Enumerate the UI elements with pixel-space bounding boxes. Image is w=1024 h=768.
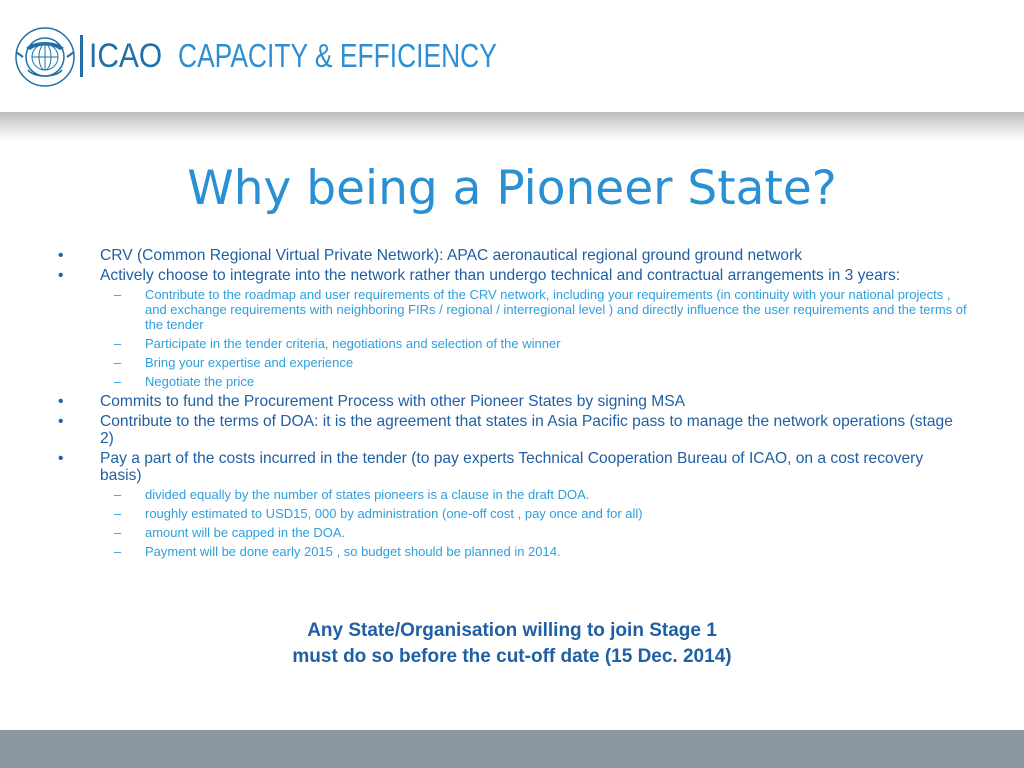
section-title: CAPACITY & EFFICIENCY [178,37,497,74]
bullet-marker: • [58,247,64,264]
sub-bullet-marker: – [114,487,122,502]
sub-bullet-marker: – [114,355,122,370]
bullet-text: Actively choose to integrate into the network rather than undergo technical and contractual arrangements in 3 years: [100,267,901,284]
sub-bullet-text: amount will be capped in the DOA. [145,525,346,540]
bullet-item [58,450,968,484]
bullet-marker: • [58,267,64,284]
sub-bullet-text: roughly estimated to USD15, 000 by administration (one-off cost , pay once and for all) [145,506,643,521]
header-shadow [0,112,1024,142]
sub-bullet-marker: – [114,374,122,389]
bullet-text: Commits to fund the Procurement Process with other Pioneer States by signing MSA [100,393,686,410]
bullet-item [58,267,968,284]
logo-divider [80,35,83,77]
bullet-item [58,413,968,447]
bullet-item [58,393,968,410]
sub-bullet-item [58,544,968,559]
page-title: Why being a Pioneer State? [187,161,837,216]
icao-logo [80,34,172,78]
bullet-marker: • [58,450,64,467]
sub-bullet-text: divided equally by the number of states pioneers is a clause in the draft DOA. [145,487,590,502]
footer-bar [0,730,1024,768]
sub-bullet-item [58,506,968,521]
callout-line-1: Any State/Organisation willing to join Stage 1 [307,620,717,641]
bullet-text: CRV (Common Regional Virtual Private Network): APAC aeronautical regional ground ground network [100,247,803,264]
sub-bullet-item [58,374,968,389]
bullet-text: Pay a part of the costs incurred in the tender (to pay experts Technical Cooperation Bureau of ICAO, on a cost recovery basis) [100,450,924,484]
callout-line-2: must do so before the cut-off date (15 Dec. 2014) [292,646,732,667]
sub-bullet-item [58,287,968,332]
sub-bullet-text: Payment will be done early 2015 , so budget should be planned in 2014. [145,544,561,559]
sub-bullet-item [58,355,968,370]
sub-bullet-item [58,487,968,502]
sub-bullet-text: Bring your expertise and experience [145,355,354,370]
bullet-marker: • [58,413,64,430]
logo-text: ICAO [89,37,163,75]
icao-emblem-icon [14,26,76,88]
bullet-marker: • [58,393,64,410]
header [0,0,1024,112]
sub-bullet-marker: – [114,525,122,540]
sub-bullet-item [58,525,968,540]
sub-bullet-marker: – [114,287,122,302]
bullet-text: Contribute to the terms of DOA: it is the agreement that states in Asia Pacific pass to manage the network operations (stage 2) [100,413,953,447]
callout [0,618,1024,670]
sub-bullet-marker: – [114,544,122,559]
bullet-list [58,247,968,563]
sub-bullet-text: Contribute to the roadmap and user requirements of the CRV network, including your requirements (in continuity with your national projects , and exchange requirements with neighboring FIRs / regional / interregional level ) and directly influence the user requirements and the terms of the tender [145,287,967,332]
sub-bullet-text: Negotiate the price [145,374,255,389]
bullet-item [58,247,968,264]
sub-bullet-marker: – [114,336,122,351]
sub-bullet-item [58,336,968,351]
sub-bullet-marker: – [114,506,122,521]
sub-bullet-text: Participate in the tender criteria, negotiations and selection of the winner [145,336,561,351]
